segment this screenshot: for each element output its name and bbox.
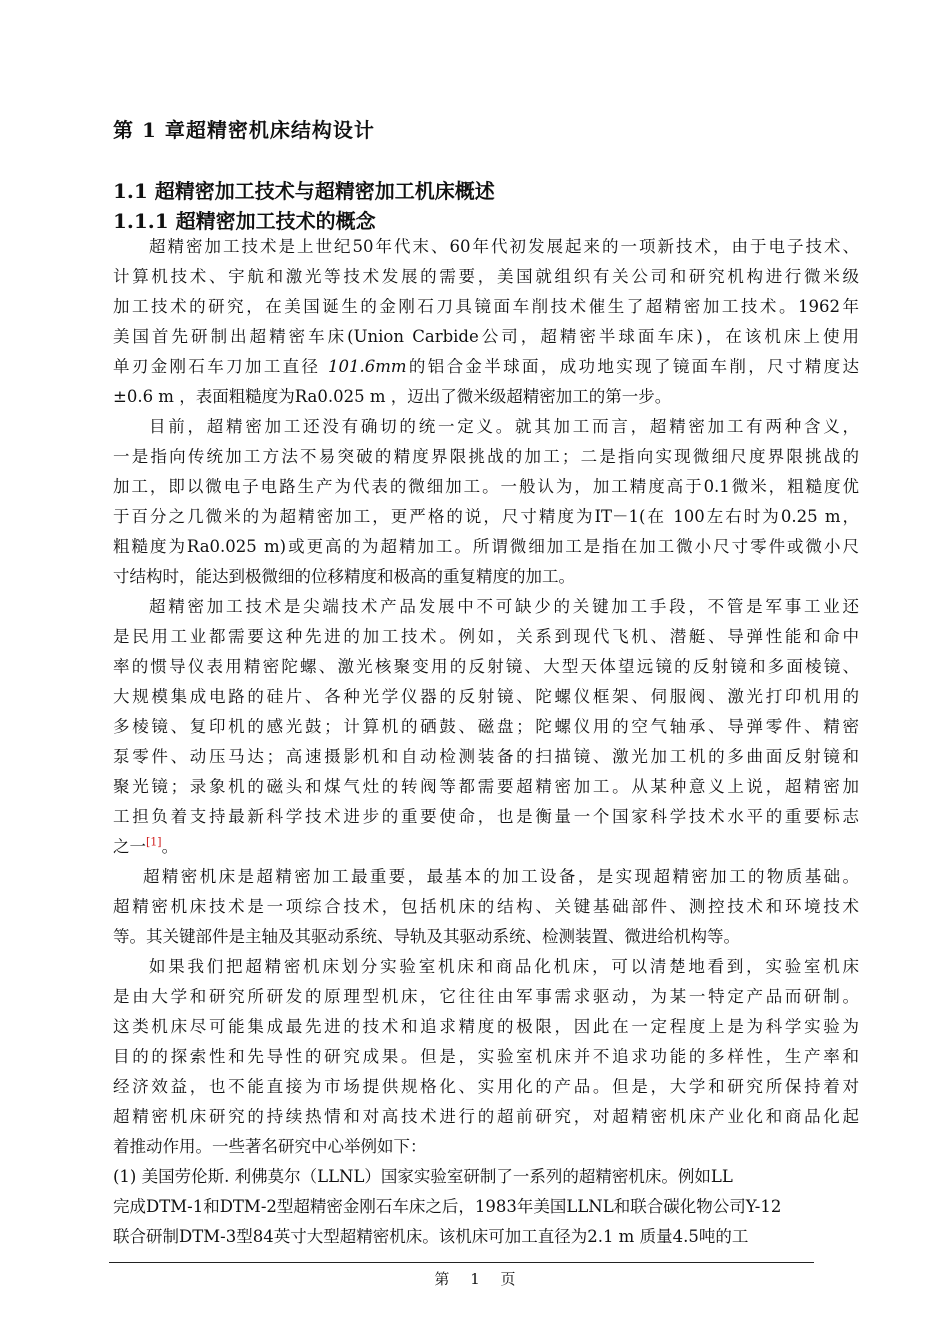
- paragraph-line: 超精密加工技术是上世纪50年代末、60年代初发展起来的一项新技术，由于电子技术、: [149, 237, 859, 256]
- paragraph-line: 目的的探索性和先导性的研究成果。但是，实验室机床并不追求功能的多样性，生产率和: [113, 1047, 859, 1066]
- section-title: 1.1 超精密加工技术与超精密加工机床概述: [113, 179, 495, 203]
- page-footer: [0, 1268, 950, 1289]
- paragraph-line: 加工技术的研究，在美国诞生的金刚石刀具镜面车削技术催生了超精密加工技术。1962年: [113, 297, 859, 316]
- diameter-value: 101.6mm: [327, 357, 407, 376]
- paragraph-line: 加工，即以微电子电路生产为代表的微细加工。一般认为，加工精度高于0.1微米，粗糙度优: [113, 477, 859, 496]
- paragraph-line: 于百分之几微米的为超精密加工，更严格的说，尺寸精度为IT－1(在 100左右时为0.25 m，: [113, 507, 859, 526]
- chapter-title: 第 1 章超精密机床结构设计: [113, 118, 375, 142]
- paragraph-line: 计算机技术、宇航和激光等技术发展的需要，美国就组织有关公司和研究机构进行微米级: [113, 267, 859, 286]
- paragraph-line: 联合研制DTM-3型84英寸大型超精密机床。该机床可加工直径为2.1 m 质量4.5吨的工: [113, 1227, 749, 1246]
- text-run: 之一: [113, 837, 146, 856]
- paragraph-line: 着推动作用。一些著名研究中心举例如下：: [113, 1137, 427, 1156]
- footer-divider: [109, 1262, 814, 1263]
- paragraph-line: 如果我们把超精密机床划分实验室机床和商品化机床，可以清楚地看到，实验室机床: [149, 957, 859, 976]
- paragraph-line: 超精密机床是超精密加工最重要，最基本的加工设备，是实现超精密加工的物质基础。: [143, 867, 859, 886]
- footer-suffix: 页: [500, 1270, 516, 1288]
- subsection-title: 1.1.1 超精密加工技术的概念: [113, 209, 376, 233]
- paragraph-line: 大规模集成电路的硅片、各种光学仪器的反射镜、陀螺仪框架、伺服阀、激光打印机用的: [113, 687, 859, 706]
- paragraph-line: 是由大学和研究所研发的原理型机床，它往往由军事需求驱动，为某一特定产品而研制。: [113, 987, 859, 1006]
- paragraph-line: 目前，超精密加工还没有确切的统一定义。就其加工而言，超精密加工有两种含义，: [149, 417, 859, 436]
- paragraph-line: (1) 美国劳伦斯. 利佛莫尔（LLNL）国家实验室研制了一系列的超精密机床。例如LL: [113, 1167, 733, 1186]
- body-text: [113, 232, 859, 1252]
- page-number: 1: [470, 1270, 480, 1288]
- paragraph-line: 工担负着支持最新科学技术进步的重要使命，也是衡量一个国家科学技术水平的重要标志: [113, 807, 859, 826]
- paragraph-line: 超精密机床研究的持续热情和对高技术进行的超前研究，对超精密机床产业化和商品化起: [113, 1107, 859, 1126]
- paragraph-line: 粗糙度为Ra0.025 m)或更高的为超精加工。所谓微细加工是指在加工微小尺寸零件或微小尺: [113, 537, 859, 556]
- text-run: 。: [161, 837, 179, 856]
- paragraph-line: 这类机床尽可能集成最先进的技术和追求精度的极限，因此在一定程度上是为科学实验为: [113, 1017, 859, 1036]
- paragraph-line: 经济效益，也不能直接为市场提供规格化、实用化的产品。但是，大学和研究所保持着对: [113, 1077, 859, 1096]
- text-run: 的铝合金半球面，成功地实现了镜面车削，尺寸精度达: [406, 357, 859, 376]
- paragraph-line: 美国首先研制出超精密车床(Union Carbide公司，超精密半球面车床)，在该机床上使用: [113, 327, 859, 346]
- paragraph-line: [113, 352, 859, 382]
- citation-link[interactable]: [1]: [146, 835, 162, 849]
- footer-prefix: 第: [434, 1270, 450, 1288]
- paragraph-line: 一是指向传统加工方法不易突破的精度界限挑战的加工；二是指向实现微细尺度界限挑战的: [113, 447, 859, 466]
- paragraph-line: 寸结构时，能达到极微细的位移精度和极高的重复精度的加工。: [113, 567, 575, 586]
- paragraph-line: [113, 832, 859, 862]
- paragraph-line: 超精密机床技术是一项综合技术，包括机床的结构、关键基础部件、测控技术和环境技术: [113, 897, 859, 916]
- paragraph-line: 超精密加工技术是尖端技术产品发展中不可缺少的关键加工手段，不管是军事工业还: [149, 597, 859, 616]
- paragraph-line: 多棱镜、复印机的感光鼓；计算机的硒鼓、磁盘；陀螺仪用的空气轴承、导弹零件、精密: [113, 717, 859, 736]
- paragraph-line: 率的惯导仪表用精密陀螺、激光核聚变用的反射镜、大型天体望远镜的反射镜和多面棱镜、: [113, 657, 859, 676]
- paragraph-line: 泵零件、动压马达；高速摄影机和自动检测装备的扫描镜、激光加工机的多曲面反射镜和: [113, 747, 859, 766]
- paragraph-line: 是民用工业都需要这种先进的加工技术。例如，关系到现代飞机、潜艇、导弹性能和命中: [113, 627, 859, 646]
- text-run: 单刃金刚石车刀加工直径: [113, 357, 328, 376]
- paragraph-line: 完成DTM-1和DTM-2型超精密金刚石车床之后，1983年美国LLNL和联合碳化物公司Y-12: [113, 1197, 782, 1216]
- paragraph-line: ±0.6 m ，表面粗糙度为Ra0.025 m ，迈出了微米级超精密加工的第一步。: [113, 387, 672, 406]
- paragraph-line: 等。其关键部件是主轴及其驱动系统、导轨及其驱动系统、检测装置、微进给机构等。: [113, 927, 740, 946]
- paragraph-line: 聚光镜；录象机的磁头和煤气灶的转阀等都需要超精密加工。从某种意义上说，超精密加: [113, 777, 859, 796]
